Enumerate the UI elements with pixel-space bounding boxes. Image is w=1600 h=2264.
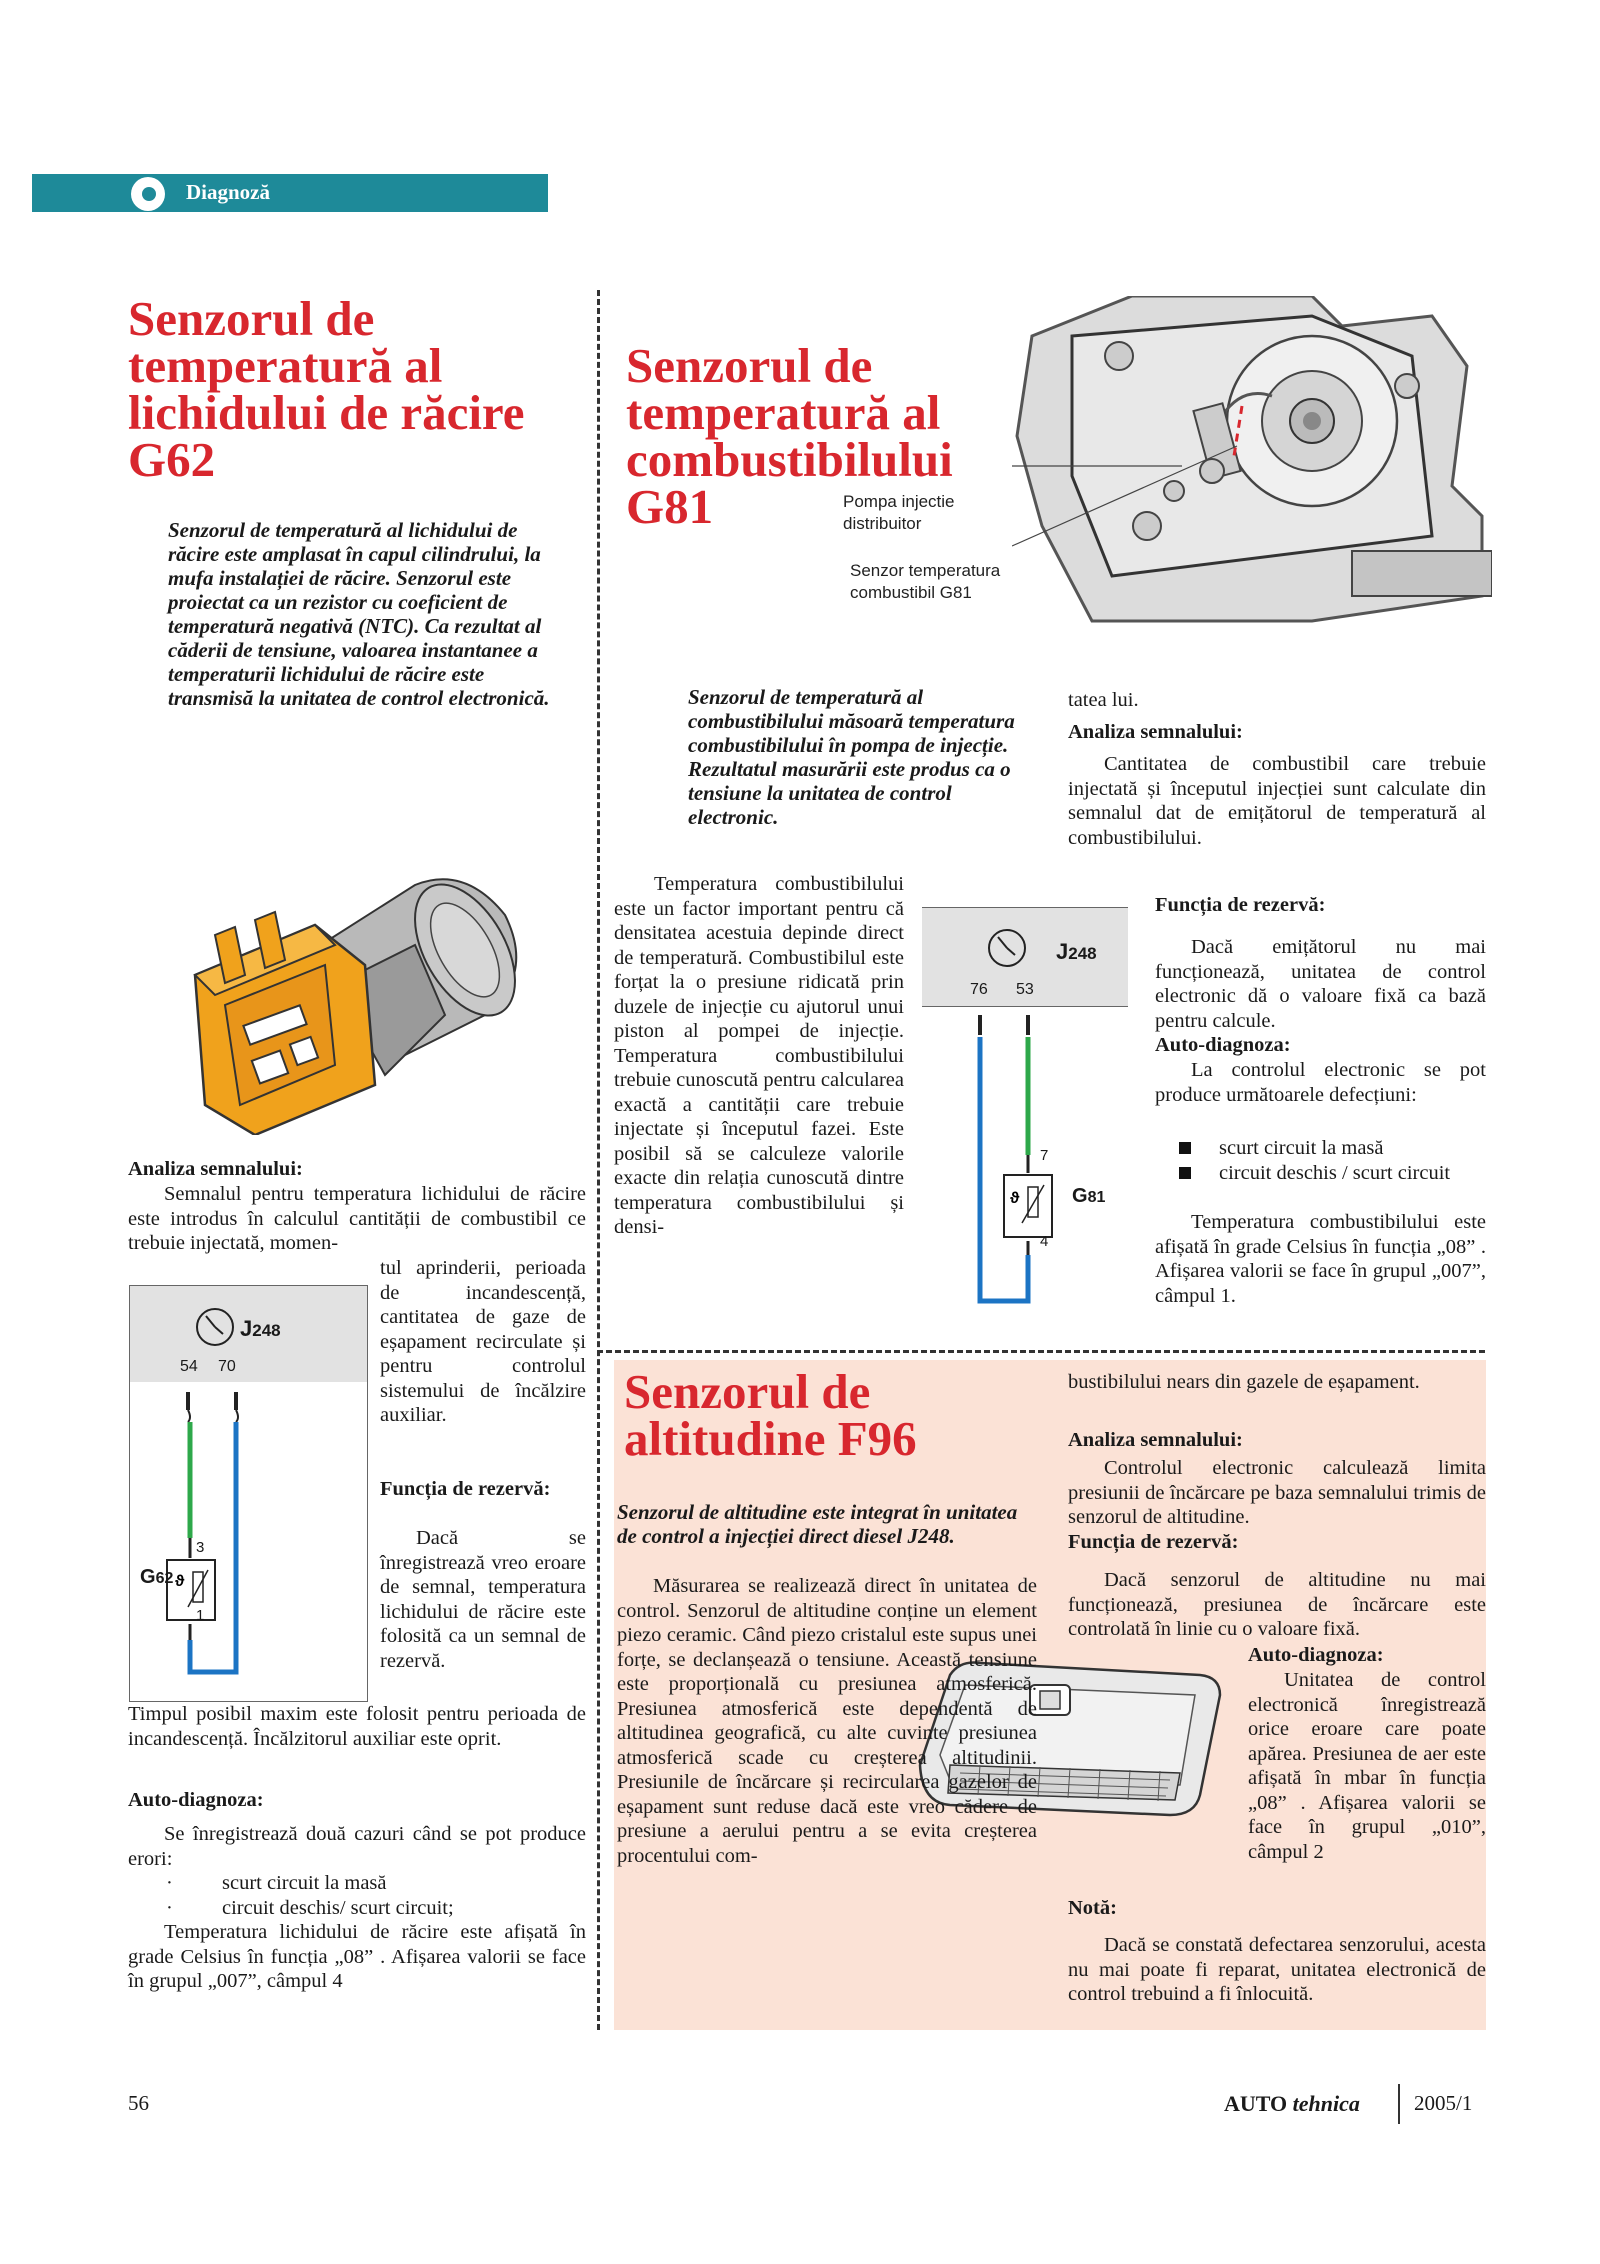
right-analysis-text: Cantitatea de combustibil care trebuie injectată și începutul injecției sunt calculate din semnalul dat de emițătorul de temperatură al combustibilului. bbox=[1068, 753, 1486, 849]
right-error-item: scurt circuit la masă bbox=[1155, 1136, 1486, 1161]
magazine-name-b: tehnica bbox=[1292, 2091, 1360, 2116]
photo-label-pump: Pompa injectie distribuitor bbox=[843, 492, 955, 533]
left-title: Senzorul de temperatură al lichidului de răcire G62 bbox=[128, 291, 525, 487]
g81-wiring-diagram bbox=[922, 907, 1128, 1309]
altitude-body bbox=[617, 1574, 1037, 1868]
middle-lead: Senzorul de temperatură al combustibilului măsoară temperatura combustibilului în pompa de injecție. Rezultatul masurării este produs ca o tensiune la unitatea de control electronic. bbox=[688, 685, 1015, 829]
g62-sensor-label: G62 bbox=[140, 1566, 174, 1588]
left-backup-heading: Funcția de rezervă: bbox=[380, 1478, 551, 1500]
g62-pin-3: 3 bbox=[196, 1539, 205, 1556]
magazine-name-a: AUTO bbox=[1224, 2091, 1288, 2116]
photo-label-sensor: Senzor temperatura combustibil G81 bbox=[850, 561, 1001, 602]
right-auto-heading: Auto-diagnoza: bbox=[1155, 1034, 1291, 1056]
altitude-auto-text: Unitatea de control electronică înregistrează orice eroare care poate apărea. Presiunea de aer este afișată în mbar în funcția „08” . Afișarea valorii se face în grupul „010”, câmpul 2 bbox=[1248, 1669, 1486, 1863]
right-backup-heading: Funcția de rezervă: bbox=[1155, 894, 1326, 916]
issue-number: 2005/1 bbox=[1414, 2091, 1473, 2115]
left-time-text: Timpul posibil maxim este folosit pentru perioada de incandescență. Încălzitorul auxiliar este oprit. bbox=[128, 1703, 586, 1750]
g62-pin-54: 54 bbox=[180, 1358, 198, 1375]
altitude-note-heading: Notă: bbox=[1068, 1897, 1117, 1919]
altitude-auto-heading: Auto-diagnoza: bbox=[1248, 1644, 1384, 1666]
altitude-analysis-text: Controlul electronic calculează limita presiunii de încărcare pe baza semnalului trimis de senzorul de altitudine. bbox=[1068, 1457, 1486, 1528]
right-auto-text: La controlul electronic se pot produce următoarele defecțiuni: bbox=[1155, 1059, 1486, 1106]
page-number: 56 bbox=[128, 2091, 149, 2115]
right-error-item: circuit deschis / scurt circuit bbox=[1155, 1161, 1486, 1186]
right-backup-text: Dacă emițătorul nu mai funcționează, unitatea de control electronic dă o valoare fixă ca bază pentru calcule. bbox=[1155, 936, 1486, 1032]
altitude-body-text: Măsurarea se realizează direct în unitatea de control. Senzorul de altitudine conține un element piezo ceramic. Când piezo cristalul este supus unei forțe, se declanșează o tensiune. Această tensiune este proporțională cu presiunea atmosferică. Presiunea atmosferică este dependentă de altitudinea geografică, cu alte cuvinte presiunea atmosferică scade cu creșterea altitudinii. Presiunile de încărcare și recircularea gazelor de eșapament sunt reduse dacă este vreo cădere de presiune a aerului pentru a se evita creșterea procentului com- bbox=[617, 1575, 1037, 1867]
section-divider bbox=[597, 1350, 1485, 1353]
left-final-text: Temperatura lichidului de răcire este afișată în grade Celsius în funcția „08” . Afișarea valorii se face în grupul „007”, câmpul 4 bbox=[128, 1921, 586, 1992]
g62-unit-label: J248 bbox=[240, 1316, 281, 1341]
magazine-name bbox=[1224, 2091, 1360, 2117]
svg-text:ϑ: ϑ bbox=[175, 1573, 185, 1590]
coolant-sensor-image bbox=[185, 835, 535, 1135]
g62-pin-1: 1 bbox=[196, 1607, 205, 1624]
altitude-note-text: Dacă se constată defectarea senzorului, acesta nu mai poate fi reparat, unitatea electronică de control trebuind a fi înlocuită. bbox=[1068, 1934, 1486, 2005]
section-logo-inner bbox=[142, 187, 156, 201]
middle-body: Temperatura combustibilului este un factor important pentru că densitatea acestuia depinde direct de temperatură. Combustibilul este forțat la o presiune ridicată prin duzele de injecție cu ajutorul unui piston al pompei de injecție. Temperatura combustibilului trebuie cunoscută pentru calcularea exactă a cantității care trebuie injectate și începutul fazei. Este posibil să se calculeze valorile exacte din relația cunoscută dintre temperatura combustibilului și densi- bbox=[614, 873, 904, 1238]
svg-text:ϑ: ϑ bbox=[1010, 1190, 1020, 1207]
left-analysis-heading: Analiza semnalului: bbox=[128, 1158, 303, 1180]
g81-pin-53: 53 bbox=[1016, 981, 1034, 998]
g81-pin-7: 7 bbox=[1040, 1147, 1049, 1164]
right-analysis-heading: Analiza semnalului: bbox=[1068, 721, 1243, 743]
footer-divider bbox=[1398, 2084, 1400, 2124]
g81-pin-76: 76 bbox=[970, 981, 988, 998]
column-divider bbox=[597, 290, 600, 2030]
right-error-list bbox=[1155, 1136, 1486, 1185]
g62-pin-70: 70 bbox=[218, 1358, 236, 1375]
section-title: Diagnoză bbox=[186, 180, 270, 204]
altitude-cont-text: bustibilului nears din gazele de eșapament. bbox=[1068, 1371, 1420, 1393]
g81-unit-label: J248 bbox=[1056, 939, 1097, 964]
left-auto-text: Se înregistrează două cazuri când se pot produce erori: bbox=[128, 1823, 586, 1870]
g81-pin-4: 4 bbox=[1040, 1233, 1049, 1250]
altitude-lead: Senzorul de altitudine este integrat în unitatea de control a injecției direct diesel J248. bbox=[617, 1500, 1018, 1548]
injection-pump-photo bbox=[1012, 296, 1492, 658]
g81-sensor-label: G81 bbox=[1072, 1185, 1106, 1207]
right-final-text: Temperatura combustibilului este afișată în grade Celsius în funcția „08” . Afișarea valorii se face în grupul „007”, câmpul 1. bbox=[1155, 1211, 1486, 1307]
altitude-backup-text: Dacă senzorul de altitudine nu mai funcționează, presiunea de încărcare este controlată în linie cu o valoare fixă. bbox=[1068, 1569, 1486, 1640]
altitude-analysis-heading: Analiza semnalului: bbox=[1068, 1429, 1243, 1451]
left-auto-heading: Auto-diagnoza: bbox=[128, 1789, 264, 1811]
left-error-item: · circuit deschis/ scurt circuit; bbox=[128, 1896, 586, 1921]
left-lead: Senzorul de temperatură al lichidului de răcire este amplasat în capul cilindrului, la mufa instalației de răcire. Senzorul este proiectat ca un rezistor cu coeficient de temperatură negativă (NTC). Ca rezultat al căderii de tensiune, valoarea instantanee a temperaturii lichidului de răcire este transmisă la unitatea de control electronică. bbox=[168, 518, 550, 710]
right-cont-text: tatea lui. bbox=[1068, 689, 1139, 711]
left-analysis-text-1: Semnalul pentru temperatura lichidului de răcire este introdus în calculul cantității de combustibil ce trebuie injectată, momen- bbox=[128, 1183, 586, 1254]
middle-title: Senzorul de temperatură al combustibilului G81 bbox=[626, 338, 953, 534]
left-error-item: · scurt circuit la masă bbox=[128, 1871, 586, 1896]
altitude-title: Senzorul de altitudine F96 bbox=[624, 1364, 917, 1466]
left-error-list bbox=[128, 1871, 586, 1920]
g62-wiring-diagram bbox=[129, 1285, 368, 1702]
altitude-backup-heading: Funcția de rezervă: bbox=[1068, 1531, 1239, 1553]
section-header bbox=[32, 174, 548, 212]
left-backup-text: Dacă se înregistrează vreo eroare de semnal, temperatura lichidului de răcire este folosită ca un semnal de rezervă. bbox=[380, 1527, 586, 1672]
left-analysis-text-2: tul aprinderii, perioada de incandescență, cantitatea de gaze de eșapament recirculate și pentru controlul sistemului de încălzire auxiliar. bbox=[380, 1257, 586, 1426]
